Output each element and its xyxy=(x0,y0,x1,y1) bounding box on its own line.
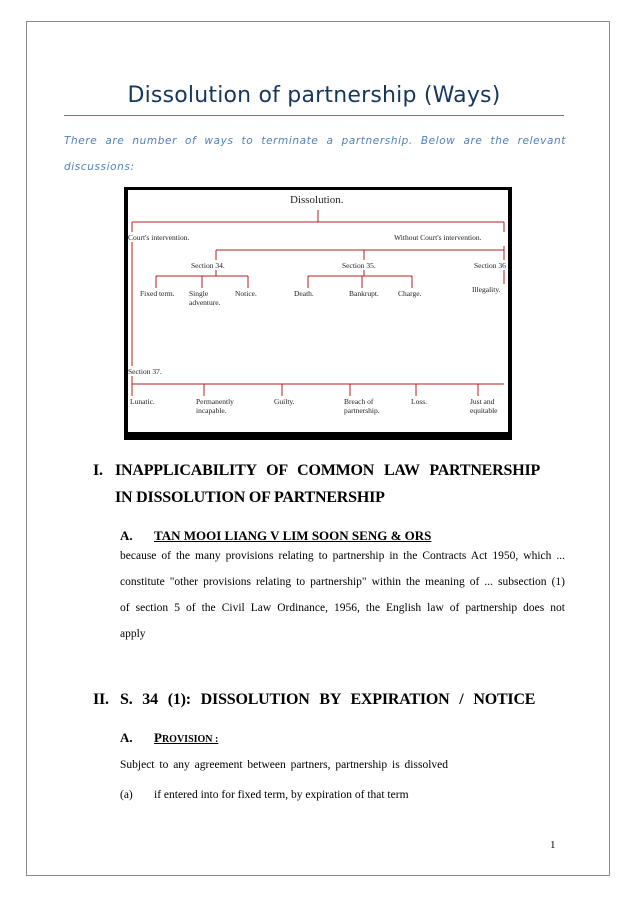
diagram-illegality: Illegality. xyxy=(472,285,501,294)
section-2-sub-letter: A. xyxy=(120,730,133,745)
diagram-courts-intervention: Court's intervention. xyxy=(128,233,190,242)
section-1-sub-letter: A. xyxy=(120,528,133,543)
intro-text: There are number of ways to terminate a partnership. Below are the relevant discussions: xyxy=(64,135,566,173)
diagram-without-court: Without Court's intervention. xyxy=(394,233,482,242)
section-2-item-a xyxy=(120,787,409,803)
diagram-guilty: Guilty. xyxy=(274,397,295,406)
case-title: TAN MOOI LIANG V LIM SOON SENG & ORS xyxy=(154,528,432,543)
provision-title-rest: ROVISION xyxy=(161,734,213,745)
diagram-death: Death. xyxy=(294,289,314,298)
diagram-lines xyxy=(128,190,508,432)
diagram-fixed-term: Fixed term. xyxy=(140,289,175,298)
section-1-number: I. xyxy=(93,462,103,479)
diagram-single-adventure: Single adventure. xyxy=(189,289,221,307)
diagram-notice: Notice. xyxy=(235,289,257,298)
diagram-section-37: Section 37. xyxy=(128,367,162,376)
section-2-heading-text: S. 34 (1): DISSOLUTION BY EXPIRATION / NOTICE xyxy=(120,691,536,708)
provision-title-initial: P xyxy=(154,730,162,745)
diagram-section-36: Section 36 xyxy=(474,261,506,270)
diagram-charge: Charge. xyxy=(398,289,422,298)
item-a-text: if entered into for fixed term, by expiration of that term xyxy=(154,789,409,801)
diagram-canvas xyxy=(128,190,508,432)
dissolution-diagram xyxy=(124,187,512,440)
page-title: Dissolution of partnership (Ways) xyxy=(64,78,564,116)
diagram-permanently-incapable: Permanently incapable. xyxy=(196,397,234,415)
section-2-subheading xyxy=(120,730,218,748)
diagram-loss: Loss. xyxy=(411,397,428,406)
section-1-body: because of the many provisions relating to partnership in the Contracts Act 1950, which ... constitute "other provisions relating to partnership" within the meaning of ... subsection (1) of section 5 of the Civil Law Ordinance, 1956, the English law of partnership does not apply xyxy=(120,550,565,640)
section-2-body: Subject to any agreement between partners, partnership is dissolved xyxy=(120,759,449,771)
section-2-heading xyxy=(93,686,573,713)
diagram-breach: Breach of partnership. xyxy=(344,397,380,415)
provision-title-colon: : xyxy=(212,734,219,745)
section-1-heading xyxy=(93,457,573,511)
diagram-section-35: Section 35. xyxy=(342,261,376,270)
section-1-heading-line2: IN DISSOLUTION OF PARTNERSHIP xyxy=(115,489,385,506)
section-1-heading-line1: INAPPLICABILITY OF COMMON LAW PARTNERSHIP xyxy=(115,462,541,479)
diagram-section-34: Section 34. xyxy=(191,261,225,270)
section-2-number: II. xyxy=(93,691,109,708)
diagram-root: Dissolution. xyxy=(290,194,344,206)
diagram-just-equitable: Just and equitable xyxy=(470,397,498,415)
section-1-subheading xyxy=(120,528,431,544)
diagram-bankrupt: Bankrupt. xyxy=(349,289,379,298)
diagram-lunatic: Lunatic. xyxy=(130,397,155,406)
page-number: 1 xyxy=(550,839,556,851)
item-a-label: (a) xyxy=(120,789,133,801)
